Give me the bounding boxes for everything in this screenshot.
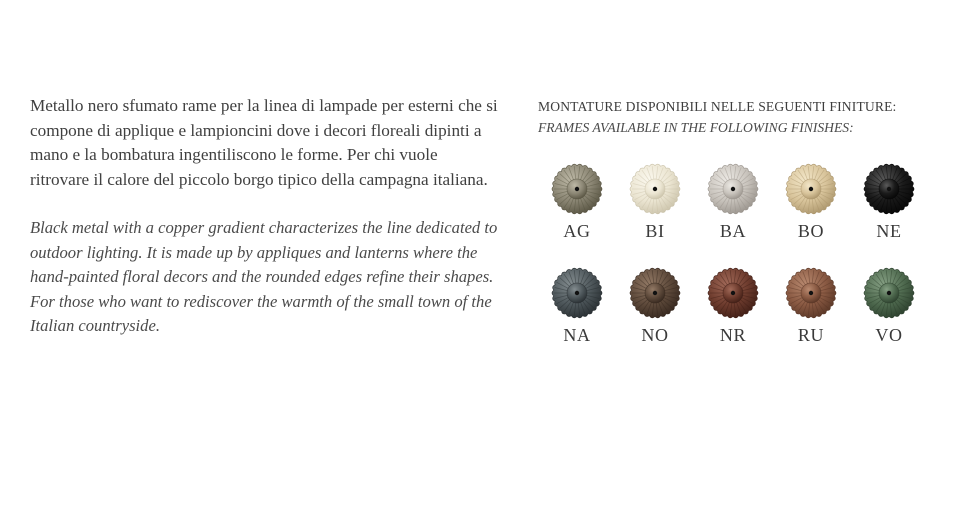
rosette-swatch-icon	[863, 267, 915, 319]
finishes-title-italian: MONTATURE DISPONIBILI NELLE SEGUENTI FINITURE:	[538, 99, 897, 114]
description-english: Black metal with a copper gradient characterizes the line dedicated to outdoor lighting. It is made up by appliques and lanterns where the hand-painted floral decors and the rounded edges refine their shapes. For those who want to rediscover the warmth of the small town of the Italian countryside.	[30, 218, 498, 335]
finish-swatch-na	[538, 267, 616, 371]
finish-swatch-grid	[538, 163, 928, 371]
rosette-swatch-icon	[785, 163, 837, 215]
rosette-swatch-icon	[551, 267, 603, 319]
finish-swatch-ba	[694, 163, 772, 267]
finish-code-label: VO	[875, 325, 903, 345]
rosette-swatch-icon	[707, 267, 759, 319]
finish-swatch-bi	[616, 163, 694, 267]
description-italian: Metallo nero sfumato rame per la linea di lampade per esterni che si compone di applique e lampioncini dove i decori floreali dipinti a mano e la bombatura ingentiliscono le forme. Per chi vuole ritrovare il calore del piccolo borgo tipico della campagna italiana.	[30, 96, 498, 189]
finish-swatch-vo	[850, 267, 928, 371]
finish-code-label: BO	[797, 221, 825, 241]
finishes-title-english: FRAMES AVAILABLE IN THE FOLLOWING FINISHES:	[538, 120, 854, 135]
description-column	[30, 94, 500, 338]
rosette-swatch-icon	[863, 163, 915, 215]
finish-swatch-no	[616, 267, 694, 371]
finish-code-label: NA	[563, 325, 591, 345]
rosette-swatch-icon	[785, 267, 837, 319]
finish-swatch-bo	[772, 163, 850, 267]
finish-code-label: BA	[719, 221, 747, 241]
finish-code-label: NR	[719, 325, 747, 345]
rosette-swatch-icon	[629, 267, 681, 319]
rosette-swatch-icon	[707, 163, 759, 215]
rosette-swatch-icon	[629, 163, 681, 215]
finish-code-label: NE	[876, 221, 902, 241]
finishes-section	[538, 97, 968, 345]
finish-code-label: RU	[797, 325, 825, 345]
rosette-swatch-icon	[551, 163, 603, 215]
finish-swatch-ru	[772, 267, 850, 371]
finish-swatch-nr	[694, 267, 772, 371]
finish-swatch-ne	[850, 163, 928, 267]
finish-code-label: AG	[563, 221, 591, 241]
finish-code-label: NO	[641, 325, 669, 345]
finish-code-label: BI	[645, 221, 665, 241]
finish-swatch-ag	[538, 163, 616, 267]
